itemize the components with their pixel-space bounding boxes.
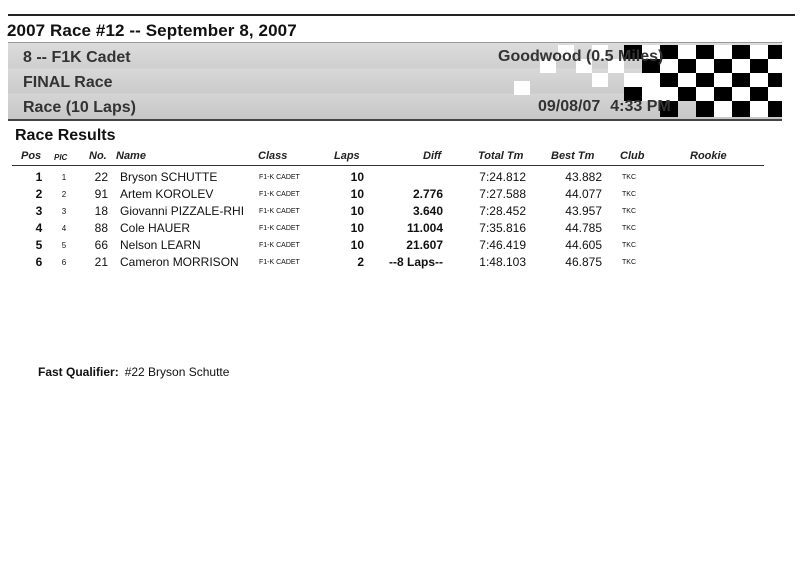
cell-diff: 2.776 [412, 187, 443, 201]
cell-total: 7:24.812 [479, 170, 526, 184]
cell-class: F1-K CADET [259, 225, 300, 232]
table-row [0, 204, 800, 221]
cell-laps: 10 [350, 221, 364, 235]
header-best: Best Tm [551, 150, 595, 162]
cell-no: 21 [94, 255, 108, 269]
cell-diff: 3.640 [412, 204, 443, 218]
page-title: 2007 Race #12 -- September 8, 2007 [7, 21, 297, 40]
cell-no: 66 [94, 238, 108, 252]
track-name: Goodwood (0.5 Miles) [498, 48, 664, 65]
cell-name: Cameron MORRISON [120, 255, 239, 269]
cell-pos: 6 [35, 255, 43, 269]
race-banner [8, 42, 782, 121]
header-laps: Laps [334, 150, 360, 162]
cell-best: 43.882 [565, 170, 602, 184]
cell-best: 46.875 [565, 255, 602, 269]
cell-class: F1-K CADET [259, 191, 300, 198]
section-title: Race Results [15, 127, 116, 144]
cell-pic: 2 [61, 190, 67, 199]
race-date: 09/08/07 [538, 98, 601, 115]
table-row [0, 221, 800, 238]
cell-total: 7:27.588 [479, 187, 526, 201]
cell-best: 43.957 [565, 204, 602, 218]
cell-name: Giovanni PIZZALE-RHI [120, 204, 245, 218]
race-info: Race (10 Laps) [23, 99, 136, 116]
cell-best: 44.605 [565, 238, 602, 252]
cell-laps: 10 [350, 204, 364, 218]
cell-pic: 6 [61, 258, 67, 267]
cell-laps: 10 [350, 187, 364, 201]
cell-pic: 4 [61, 224, 67, 233]
cell-club: TKC [622, 191, 636, 198]
cell-name: Cole HAUER [120, 221, 191, 235]
header-diff: Diff [423, 150, 442, 162]
cell-name: Bryson SCHUTTE [120, 170, 218, 184]
cell-class: F1-K CADET [259, 208, 300, 215]
cell-name: Nelson LEARN [120, 238, 201, 252]
header-rule [12, 165, 764, 166]
cell-no: 22 [94, 170, 108, 184]
cell-pos: 3 [35, 204, 43, 218]
table-row [0, 255, 800, 272]
cell-class: F1-K CADET [259, 259, 300, 266]
cell-best: 44.077 [565, 187, 602, 201]
fast-qualifier-label: Fast Qualifier: [38, 365, 119, 379]
table-row [0, 187, 800, 204]
cell-total: 1:48.103 [479, 255, 526, 269]
header-pos: Pos [21, 150, 42, 162]
class-line: 8 -- F1K Cadet [23, 49, 131, 66]
cell-pic: 5 [61, 241, 67, 250]
table-row [0, 238, 800, 255]
cell-total: 7:46.419 [479, 238, 526, 252]
fast-qualifier [38, 365, 229, 379]
header-club: Club [620, 150, 645, 162]
cell-club: TKC [622, 259, 636, 266]
race-time: 4:33 PM [610, 98, 671, 115]
cell-club: TKC [622, 208, 636, 215]
fast-qualifier-value: #22 Bryson Schutte [124, 365, 230, 379]
cell-best: 44.785 [565, 221, 602, 235]
cell-class: F1-K CADET [259, 174, 300, 181]
cell-total: 7:28.452 [479, 204, 526, 218]
cell-club: TKC [622, 225, 636, 232]
cell-diff: 11.004 [406, 221, 443, 235]
cell-diff: --8 Laps-- [389, 255, 443, 269]
header-total: Total Tm [478, 150, 524, 162]
cell-laps: 10 [350, 238, 364, 252]
cell-total: 7:35.816 [479, 221, 526, 235]
cell-name: Artem KOROLEV [120, 187, 214, 201]
header-pic: PIC [54, 153, 68, 162]
top-rule [8, 14, 795, 16]
table-row [0, 170, 800, 187]
cell-diff: 21.607 [406, 238, 443, 252]
cell-no: 18 [94, 204, 108, 218]
cell-pic: 1 [61, 173, 67, 182]
session-name: FINAL Race [23, 74, 113, 91]
race-datetime [538, 98, 681, 116]
header-rookie: Rookie [690, 150, 727, 162]
cell-club: TKC [622, 242, 636, 249]
cell-pos: 4 [35, 221, 43, 235]
cell-class: F1-K CADET [259, 242, 300, 249]
cell-pos: 2 [35, 187, 43, 201]
cell-laps: 10 [350, 170, 364, 184]
header-class: Class [258, 150, 288, 162]
cell-club: TKC [622, 174, 636, 181]
cell-no: 88 [94, 221, 108, 235]
cell-laps: 2 [357, 255, 364, 269]
cell-pic: 3 [61, 207, 67, 216]
cell-pos: 1 [35, 170, 43, 184]
header-no: No. [89, 150, 107, 162]
cell-no: 91 [94, 187, 108, 201]
cell-pos: 5 [35, 238, 43, 252]
header-name: Name [116, 150, 146, 162]
